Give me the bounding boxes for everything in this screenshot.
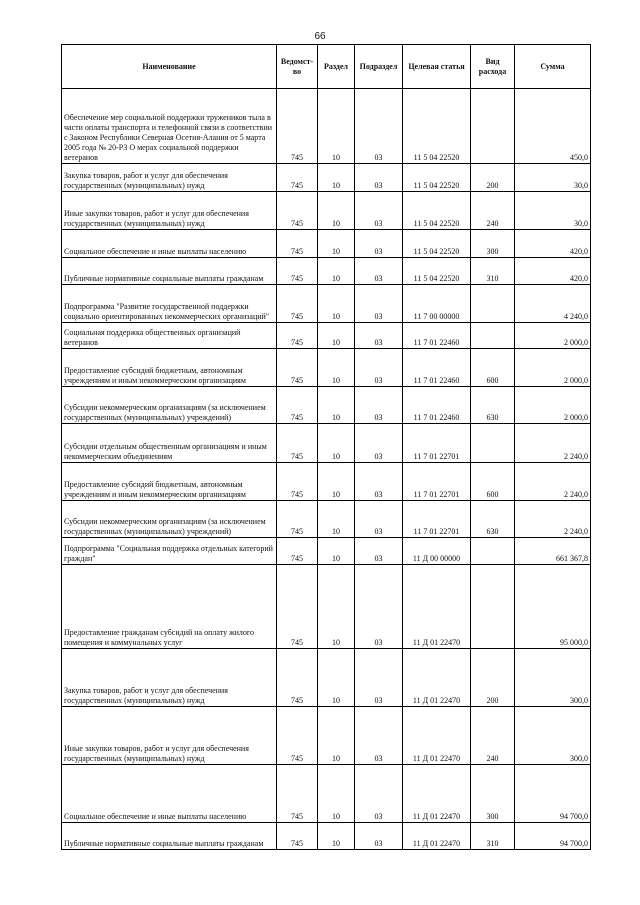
table-row — [62, 765, 591, 823]
table-row — [62, 463, 591, 501]
cell-section: 10 — [318, 387, 355, 424]
cell-name: Закупка товаров, работ и услуг для обеспечения государственных (муниципальных) нужд — [62, 164, 277, 192]
cell-name: Иные закупки товаров, работ и услуг для обеспечения государственных (муниципальных) нужд — [62, 707, 277, 765]
header-target: Целевая статья — [403, 45, 471, 89]
table-row — [62, 164, 591, 192]
cell-type: 300 — [471, 765, 515, 823]
header-dept: Ведомст-во — [277, 45, 318, 89]
cell-dept: 745 — [277, 387, 318, 424]
cell-subsection: 03 — [355, 649, 403, 707]
cell-sum: 300,0 — [515, 707, 591, 765]
cell-type: 240 — [471, 707, 515, 765]
cell-target: 11 Д 01 22470 — [403, 565, 471, 649]
cell-section: 10 — [318, 285, 355, 323]
cell-dept: 745 — [277, 765, 318, 823]
table-row — [62, 230, 591, 258]
cell-dept: 745 — [277, 424, 318, 463]
cell-subsection: 03 — [355, 565, 403, 649]
cell-target: 11 Д 01 22470 — [403, 765, 471, 823]
cell-type — [471, 538, 515, 565]
cell-type — [471, 323, 515, 349]
cell-name: Публичные нормативные социальные выплаты гражданам — [62, 258, 277, 285]
cell-subsection: 03 — [355, 463, 403, 501]
cell-section: 10 — [318, 258, 355, 285]
cell-section: 10 — [318, 230, 355, 258]
cell-dept: 745 — [277, 285, 318, 323]
cell-sum: 94 700,0 — [515, 823, 591, 850]
cell-subsection: 03 — [355, 323, 403, 349]
cell-sum: 95 000,0 — [515, 565, 591, 649]
table-row — [62, 649, 591, 707]
cell-subsection: 03 — [355, 538, 403, 565]
cell-target: 11 7 01 22460 — [403, 349, 471, 387]
cell-subsection: 03 — [355, 258, 403, 285]
header-section: Раздел — [318, 45, 355, 89]
cell-sum: 2 000,0 — [515, 349, 591, 387]
cell-sum: 30,0 — [515, 192, 591, 230]
cell-section: 10 — [318, 649, 355, 707]
header-name: Наименование — [62, 45, 277, 89]
cell-type: 600 — [471, 463, 515, 501]
cell-dept: 745 — [277, 349, 318, 387]
table-row — [62, 707, 591, 765]
cell-type: 200 — [471, 164, 515, 192]
budget-table — [61, 44, 591, 850]
cell-section: 10 — [318, 538, 355, 565]
table-row — [62, 424, 591, 463]
cell-subsection: 03 — [355, 285, 403, 323]
cell-name: Социальное обеспечение и иные выплаты населению — [62, 765, 277, 823]
cell-dept: 745 — [277, 164, 318, 192]
cell-dept: 745 — [277, 649, 318, 707]
cell-section: 10 — [318, 823, 355, 850]
cell-name: Предоставление субсидий бюджетным, автономным учреждениям и иным некоммерческим организациям — [62, 349, 277, 387]
cell-section: 10 — [318, 565, 355, 649]
table-row — [62, 258, 591, 285]
cell-type — [471, 89, 515, 164]
cell-section: 10 — [318, 164, 355, 192]
cell-dept: 745 — [277, 501, 318, 538]
cell-section: 10 — [318, 707, 355, 765]
cell-name: Публичные нормативные социальные выплаты гражданам — [62, 823, 277, 850]
cell-sum: 420,0 — [515, 230, 591, 258]
cell-type: 310 — [471, 258, 515, 285]
cell-type: 310 — [471, 823, 515, 850]
cell-dept: 745 — [277, 323, 318, 349]
cell-dept: 745 — [277, 538, 318, 565]
cell-target: 11 Д 01 22470 — [403, 649, 471, 707]
cell-sum: 2 240,0 — [515, 424, 591, 463]
cell-section: 10 — [318, 765, 355, 823]
cell-section: 10 — [318, 89, 355, 164]
cell-name: Субсидии отдельным общественным организациям и иным некоммерческим объединениям — [62, 424, 277, 463]
table-row — [62, 501, 591, 538]
cell-dept: 745 — [277, 707, 318, 765]
cell-section: 10 — [318, 192, 355, 230]
cell-section: 10 — [318, 424, 355, 463]
cell-dept: 745 — [277, 89, 318, 164]
cell-name: Подпрограмма "Социальная поддержка отдельных категорий граждан" — [62, 538, 277, 565]
cell-type: 240 — [471, 192, 515, 230]
cell-subsection: 03 — [355, 164, 403, 192]
table-header-row — [62, 45, 591, 89]
cell-sum: 661 367,8 — [515, 538, 591, 565]
cell-sum: 2 000,0 — [515, 323, 591, 349]
cell-name: Предоставление гражданам субсидий на оплату жилого помещения и коммунальных услуг — [62, 565, 277, 649]
cell-name: Предоставление субсидий бюджетным, автономным учреждениям и иным некоммерческим организациям — [62, 463, 277, 501]
cell-subsection: 03 — [355, 192, 403, 230]
cell-sum: 2 240,0 — [515, 463, 591, 501]
cell-target: 11 7 01 22460 — [403, 387, 471, 424]
cell-name: Закупка товаров, работ и услуг для обеспечения государственных (муниципальных) нужд — [62, 649, 277, 707]
cell-dept: 745 — [277, 565, 318, 649]
cell-target: 11 5 04 22520 — [403, 258, 471, 285]
cell-dept: 745 — [277, 230, 318, 258]
cell-target: 11 7 01 22701 — [403, 463, 471, 501]
cell-target: 11 5 04 22520 — [403, 230, 471, 258]
cell-name: Субсидии некоммерческим организациям (за исключением государственных (муниципальных) учреждений) — [62, 387, 277, 424]
cell-name: Социальное обеспечение и иные выплаты населению — [62, 230, 277, 258]
cell-sum: 300,0 — [515, 649, 591, 707]
cell-name: Подпрограмма "Развитие государственной поддержки социально ориентированных некоммерческих организаций" — [62, 285, 277, 323]
cell-section: 10 — [318, 463, 355, 501]
cell-target: 11 7 01 22701 — [403, 501, 471, 538]
cell-subsection: 03 — [355, 424, 403, 463]
cell-target: 11 Д 00 00000 — [403, 538, 471, 565]
cell-type: 630 — [471, 387, 515, 424]
table-row — [62, 192, 591, 230]
header-subsection: Подраздел — [355, 45, 403, 89]
cell-section: 10 — [318, 349, 355, 387]
cell-target: 11 7 00 00000 — [403, 285, 471, 323]
table-row — [62, 387, 591, 424]
cell-dept: 745 — [277, 823, 318, 850]
table-row — [62, 565, 591, 649]
cell-type — [471, 565, 515, 649]
cell-type: 630 — [471, 501, 515, 538]
cell-name: Субсидии некоммерческим организациям (за исключением государственных (муниципальных) учреждений) — [62, 501, 277, 538]
page-number: 66 — [314, 31, 326, 42]
cell-target: 11 7 01 22701 — [403, 424, 471, 463]
cell-dept: 745 — [277, 463, 318, 501]
cell-name: Социальная поддержка общественных организаций ветеранов — [62, 323, 277, 349]
cell-subsection: 03 — [355, 387, 403, 424]
cell-type: 300 — [471, 230, 515, 258]
cell-sum: 30,0 — [515, 164, 591, 192]
cell-dept: 745 — [277, 192, 318, 230]
cell-sum: 420,0 — [515, 258, 591, 285]
table-row — [62, 538, 591, 565]
cell-subsection: 03 — [355, 823, 403, 850]
cell-name: Иные закупки товаров, работ и услуг для обеспечения государственных (муниципальных) нужд — [62, 192, 277, 230]
cell-target: 11 7 01 22460 — [403, 323, 471, 349]
cell-section: 10 — [318, 323, 355, 349]
cell-sum: 450,0 — [515, 89, 591, 164]
cell-subsection: 03 — [355, 230, 403, 258]
cell-sum: 2 240,0 — [515, 501, 591, 538]
cell-name: Обеспечение мер социальной поддержки тружеников тыла в части оплаты транспорта и телефонной связи в соответствии с Законом Республики Северная Осетия-Алания от 5 марта 2005 года № 20-РЗ О мерах социальной поддержки ветеранов — [62, 89, 277, 164]
cell-sum: 94 700,0 — [515, 765, 591, 823]
cell-subsection: 03 — [355, 501, 403, 538]
cell-subsection: 03 — [355, 349, 403, 387]
cell-section: 10 — [318, 501, 355, 538]
cell-target: 11 5 04 22520 — [403, 89, 471, 164]
cell-type — [471, 424, 515, 463]
table-row — [62, 323, 591, 349]
table-row — [62, 349, 591, 387]
cell-sum: 2 000,0 — [515, 387, 591, 424]
header-type: Вид расхода — [471, 45, 515, 89]
cell-type: 600 — [471, 349, 515, 387]
cell-target: 11 Д 01 22470 — [403, 823, 471, 850]
header-sum: Сумма — [515, 45, 591, 89]
cell-sum: 4 240,0 — [515, 285, 591, 323]
cell-subsection: 03 — [355, 707, 403, 765]
cell-target: 11 5 04 22520 — [403, 164, 471, 192]
table-row — [62, 89, 591, 164]
cell-type: 200 — [471, 649, 515, 707]
cell-target: 11 5 04 22520 — [403, 192, 471, 230]
cell-dept: 745 — [277, 258, 318, 285]
cell-type — [471, 285, 515, 323]
cell-subsection: 03 — [355, 765, 403, 823]
table-row — [62, 285, 591, 323]
table-row — [62, 823, 591, 850]
cell-subsection: 03 — [355, 89, 403, 164]
cell-target: 11 Д 01 22470 — [403, 707, 471, 765]
